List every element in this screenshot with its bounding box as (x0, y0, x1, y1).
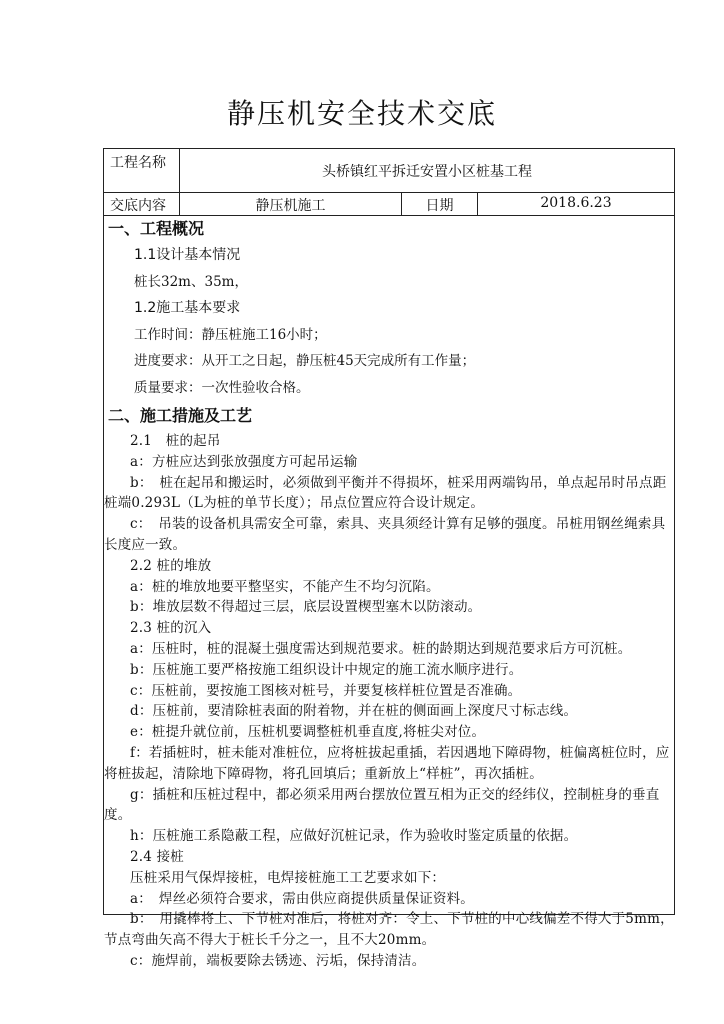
subsection-heading: 1.1设计基本情况 (134, 247, 241, 263)
project-name-label: 工程名称 (110, 155, 166, 171)
pile-length: 桩长32m、35m， (134, 273, 248, 290)
content-body (104, 216, 674, 972)
paragraph-line: a：方桩应达到张放强度方可起吊运输 (130, 453, 358, 470)
paragraph-line: d：压桩前，要清除桩表面的附着物，并在桩的侧面画上深度尺寸标志线。 (130, 703, 578, 720)
divider (104, 192, 674, 193)
content-label: 交底内容 (110, 198, 166, 214)
paragraph-line: b： 桩在起吊和搬运时，必须做到平衡并不得损坏，桩采用两端钩吊，单点起吊时吊点距桩端0.293L（L为桩的单节长度）；吊点位置应符合设计规定。 (104, 474, 667, 512)
paragraph-line: 2.1 桩的起吊 (130, 433, 221, 449)
subsection-heading: 1.2施工基本要求 (134, 300, 241, 316)
paragraph-line: c：施焊前，端板要除去锈迹、污垢，保持清洁。 (130, 952, 426, 969)
paragraph-line: b：压桩施工要严格按施工组织设计中规定的施工流水顺序进行。 (130, 661, 523, 678)
date-label: 日期 (425, 198, 454, 214)
content-value: 静压机施工 (255, 198, 326, 214)
paragraph-line: g：插桩和压桩过程中，都必须采用两台摆放位置互相为正交的经纬仪，控制桩身的垂直度。 (104, 786, 660, 824)
disclosure-table (103, 148, 675, 969)
section2-body (104, 431, 674, 972)
document-title: 静压机安全技术交底 (226, 97, 497, 130)
paragraph-line: a：桩的堆放地要平整坚实，不能产生不均匀沉陷。 (130, 578, 440, 595)
progress-requirement: 进度要求：从开工之日起，静压桩45天完成所有工作量； (134, 353, 476, 369)
paragraph-line: a： 焊丝必须符合要求，需由供应商提供质量保证资料。 (130, 890, 474, 907)
work-time: 工作时间：静压桩施工16小时； (134, 326, 327, 343)
paragraph-line: c：压桩前，要按施工图核对桩号，并要复核样桩位置是否准确。 (130, 682, 522, 699)
date-value: 2018.6.23 (540, 195, 612, 211)
quality-requirement: 质量要求：一次性验收合格。 (134, 379, 310, 396)
section2-heading: 二、施工措施及工艺 (108, 406, 253, 425)
paragraph-line: 2.2 桩的堆放 (130, 557, 212, 574)
paragraph-line: f：若插桩时，桩未能对准桩位，应将桩拔起重插，若因遇地下障碍物，桩偏离桩位时，应将桩拔起，清除地下障碍物，将孔回填后；重新放上“样桩”，再次插桩。 (104, 744, 670, 782)
paragraph-line: h：压桩施工系隐蔽工程，应做好沉桩记录，作为验收时鉴定质量的依据。 (130, 828, 578, 845)
paragraph-line: 2.4 接桩 (130, 848, 184, 865)
paragraph-line: e：桩提升就位前，压桩机要调整桩机垂直度,将桩尖对位。 (130, 724, 486, 741)
section1-heading: 一、工程概况 (108, 219, 205, 238)
paragraph-line: b： 用撬棒将上、下节桩对准后，将桩对齐：令上、下节桩的中心线偏差不得大于5mm，节点弯曲矢高不得大于桩长千分之一，且不大20mm。 (104, 911, 674, 949)
paragraph-line: 2.3 桩的沉入 (130, 620, 212, 637)
paragraph-line: a：压桩时，桩的混凝土强度需达到规范要求。桩的龄期达到规范要求后方可沉桩。 (130, 640, 632, 657)
paragraph-line: c： 吊装的设备机具需安全可靠，索具、夹具须经计算有足够的强度。吊桩用钢丝绳索具长度应一致。 (104, 516, 666, 553)
project-name-value: 头桥镇红平拆迁安置小区桩基工程 (322, 164, 532, 180)
paragraph-line: b：堆放层数不得超过三层，底层设置楔型塞木以防滚动。 (130, 599, 482, 616)
paragraph-line: 压桩采用气保焊接桩，电焊接桩施工工艺要求如下： (130, 869, 446, 886)
